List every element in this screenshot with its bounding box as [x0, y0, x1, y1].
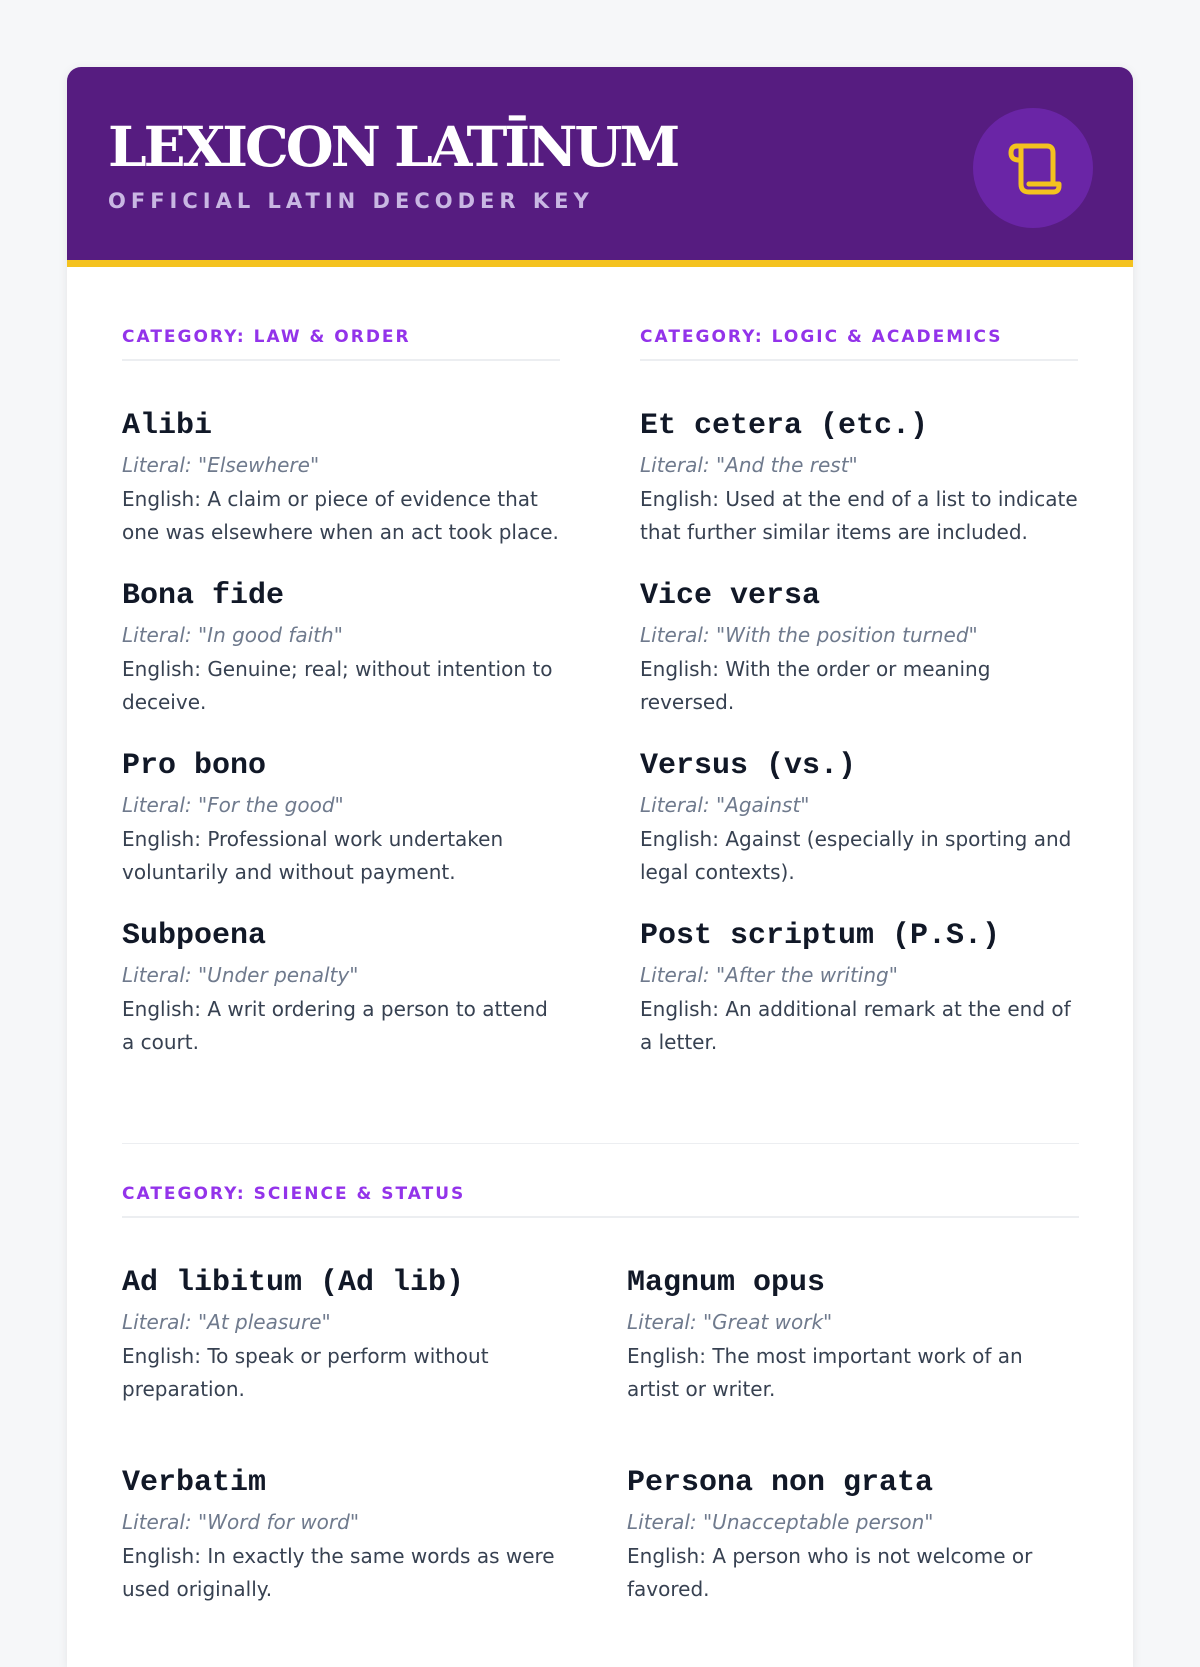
entry-literal: Literal: "With the position turned": [640, 623, 978, 647]
entry-term: Post scriptum (P.S.): [640, 919, 1001, 953]
entry-literal: Literal: "After the writing": [640, 963, 898, 987]
entry-literal: Literal: "Against": [640, 793, 810, 817]
category-heading: CATEGORY: LAW & ORDER: [122, 329, 560, 361]
entry-persona-non-grata: [627, 1468, 1079, 1606]
entry-english: English: Used at the end of a list to indicate that further similar items are included.: [640, 487, 1078, 544]
entry-english: English: A person who is not welcome or favored.: [627, 1544, 1033, 1601]
section-law-order: [122, 327, 560, 1054]
entry-ad-libitum: [122, 1268, 560, 1406]
entry-english: English: An additional remark at the end of a letter.: [640, 997, 1071, 1054]
entry-term: Versus (vs.): [640, 749, 857, 783]
category-heading: CATEGORY: LOGIC & ACADEMICS: [640, 329, 1078, 361]
entry-english: English: Genuine; real; without intention to deceive.: [122, 657, 553, 714]
entry-et-cetera: [640, 411, 1078, 549]
card-header: [67, 67, 1133, 267]
page-title: LEXICON LATĪNUM: [108, 114, 678, 179]
entry-term: Persona non grata: [627, 1466, 934, 1500]
entry-literal: Literal: "Elsewhere": [122, 453, 320, 477]
section-divider: [122, 1143, 1079, 1144]
entry-term: Bona fide: [122, 579, 285, 613]
entry-literal: Literal: "At pleasure": [122, 1310, 331, 1334]
entry-alibi: [122, 411, 560, 549]
scroll-emblem: [973, 108, 1093, 228]
entry-english: English: With the order or meaning reversed.: [640, 657, 991, 714]
entry-english: English: Professional work undertaken voluntarily and without payment.: [122, 827, 504, 884]
entry-literal: Literal: "Great work": [627, 1310, 833, 1334]
category-heading: CATEGORY: SCIENCE & STATUS: [122, 1186, 1079, 1218]
entry-english: English: The most important work of an artist or writer.: [627, 1344, 1023, 1401]
entry-term: Alibi: [122, 409, 213, 443]
entry-magnum-opus: [627, 1268, 1079, 1406]
entry-term: Pro bono: [122, 749, 267, 783]
entry-english: English: In exactly the same words as were used originally.: [122, 1544, 555, 1601]
entry-post-scriptum: [640, 921, 1078, 1059]
entry-bona-fide: [122, 581, 560, 719]
scroll-icon: [1001, 136, 1065, 200]
entry-literal: Literal: "Under penalty": [122, 963, 359, 987]
entry-literal: Literal: "In good faith": [122, 623, 343, 647]
entry-versus: [640, 751, 1078, 889]
entry-english: English: Against (especially in sporting and legal contexts).: [640, 827, 1072, 884]
entry-term: Verbatim: [122, 1466, 267, 1500]
entry-literal: Literal: "Unacceptable person": [627, 1510, 934, 1534]
section-logic-academics: [640, 327, 1078, 1054]
lexicon-card: [67, 67, 1133, 1667]
section-row-top: [122, 329, 1079, 1129]
entry-subpoena: [122, 921, 560, 1059]
entry-verbatim: [122, 1468, 560, 1606]
page-subtitle: OFFICIAL LATIN DECODER KEY: [108, 189, 594, 213]
entry-term: Et cetera (etc.): [640, 409, 929, 443]
entry-term: Vice versa: [640, 579, 821, 613]
entry-literal: Literal: "For the good": [122, 793, 344, 817]
entry-vice-versa: [640, 581, 1078, 719]
entry-literal: Literal: "Word for word": [122, 1510, 360, 1534]
entry-literal: Literal: "And the rest": [640, 453, 858, 477]
entry-english: English: A writ ordering a person to attend a court.: [122, 997, 548, 1054]
entry-term: Ad libitum (Ad lib): [122, 1266, 465, 1300]
entry-pro-bono: [122, 751, 560, 889]
entry-english: English: To speak or perform without preparation.: [122, 1344, 489, 1401]
entry-english: English: A claim or piece of evidence that one was elsewhere when an act took place.: [122, 487, 559, 544]
entry-term: Magnum opus: [627, 1266, 826, 1300]
section-science-status: [122, 1186, 1079, 1606]
entry-term: Subpoena: [122, 919, 267, 953]
